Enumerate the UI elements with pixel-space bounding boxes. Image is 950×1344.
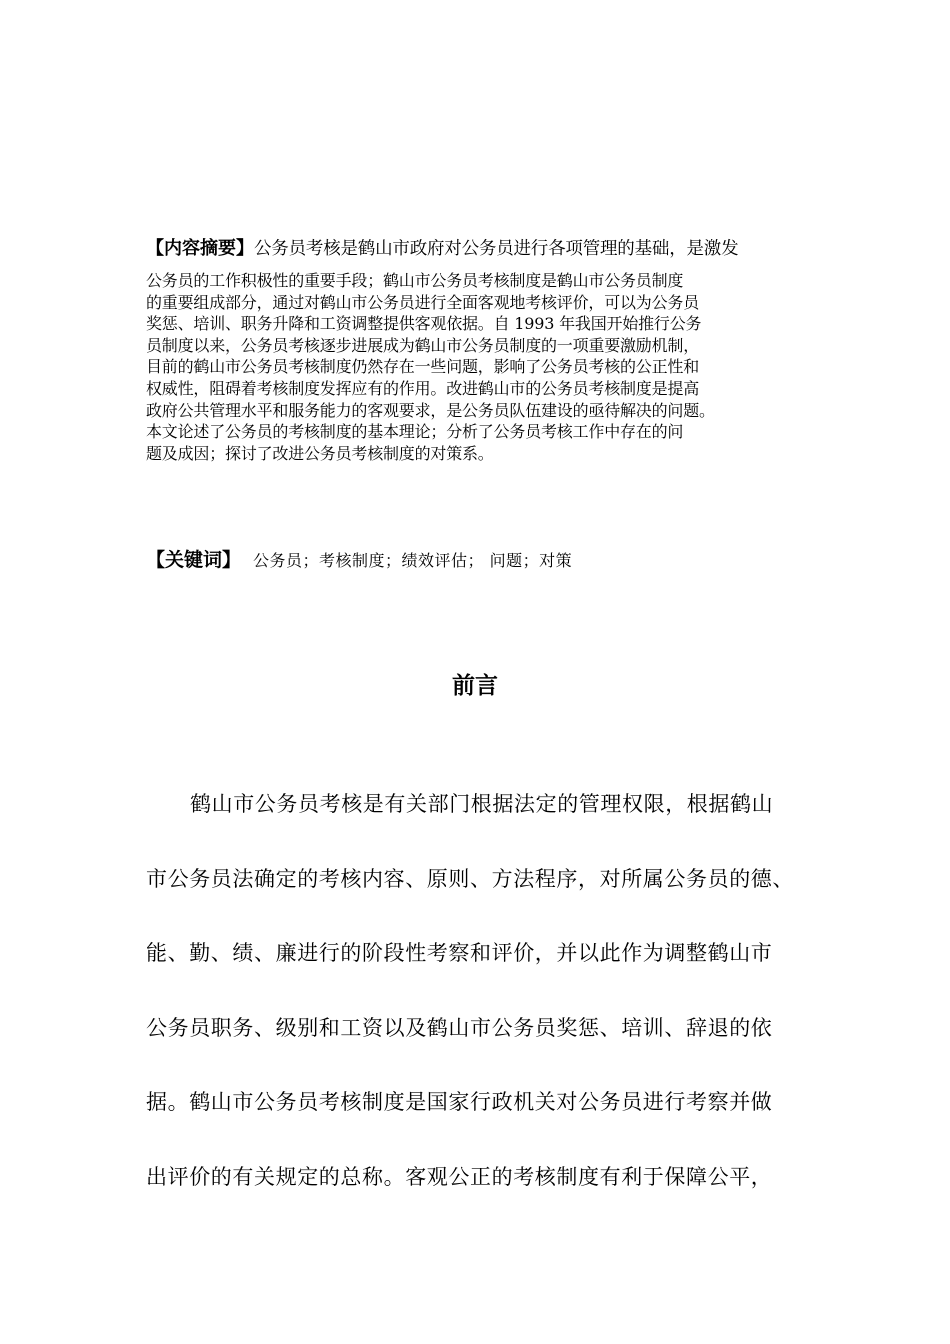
body-line-6: 出评价的有关规定的总称。客观公正的考核制度有利于保障公平， [146,1164,773,1189]
abstract-section [146,236,826,464]
body-line-5: 据。鹤山市公务员考核制度是国家行政机关对公务员进行考察并做 [146,1090,773,1114]
abstract-line-8: 政府公共管理水平和服务能力的客观要求，是公务员队伍建设的亟待解决的问题。 [146,400,715,420]
abstract-line-9: 本文论述了公务员的考核制度的基本理论；分析了公务员考核工作中存在的问 [146,422,684,442]
body-line-2: 市公务员法确定的考核内容、原则、方法程序，对所属公务员的德、 [146,866,794,891]
abstract-line-6: 目前的鹤山市公务员考核制度仍然存在一些问题，影响了公务员考核的公正性和 [146,357,700,377]
abstract-line-7: 权威性，阻碍着考核制度发挥应有的作用。改进鹤山市的公务员考核制度是提高 [146,378,700,398]
abstract-first-line [146,236,826,262]
abstract-line-5: 员制度以来，公务员考核逐步进展成为鹤山市公务员制度的一项重要激励机制， [146,335,700,355]
abstract-line-1: 公务员考核是鹤山市政府对公务员进行各项管理的基础，是激发 [254,239,739,259]
body-line-1: 鹤山市公务员考核是有关部门根据法定的管理权限，根据鹤山 [190,792,774,816]
keywords-section [146,546,826,575]
abstract-label: 【内容摘要】 [146,238,254,259]
body-line-4: 公务员职务、级别和工资以及鹤山市公务员奖惩、培训、辞退的依 [146,1015,773,1040]
abstract-line-10: 题及成因；探讨了改进公务员考核制度的对策系。 [146,443,494,463]
body-paragraph [146,785,836,1232]
keywords-text: 公务员；考核制度；绩效评估； 问题；对策 [253,551,573,570]
abstract-line-4: 奖惩、培训、职务升降和工资调整提供客观依据。自 1993 年我国开始推行公务 [146,314,702,334]
body-line-3: 能、勤、绩、廉进行的阶段性考察和评价，并以此作为调整鹤山市 [146,941,773,965]
section-heading: 前言 [452,673,498,699]
keywords-label: 【关键词】 [146,549,242,571]
abstract-line-3: 的重要组成部分，通过对鹤山市公务员进行全面客观地考核评价，可以为公务员 [146,292,700,312]
abstract-line-2: 公务员的工作积极性的重要手段；鹤山市公务员考核制度是鹤山市公务员制度 [146,271,684,290]
